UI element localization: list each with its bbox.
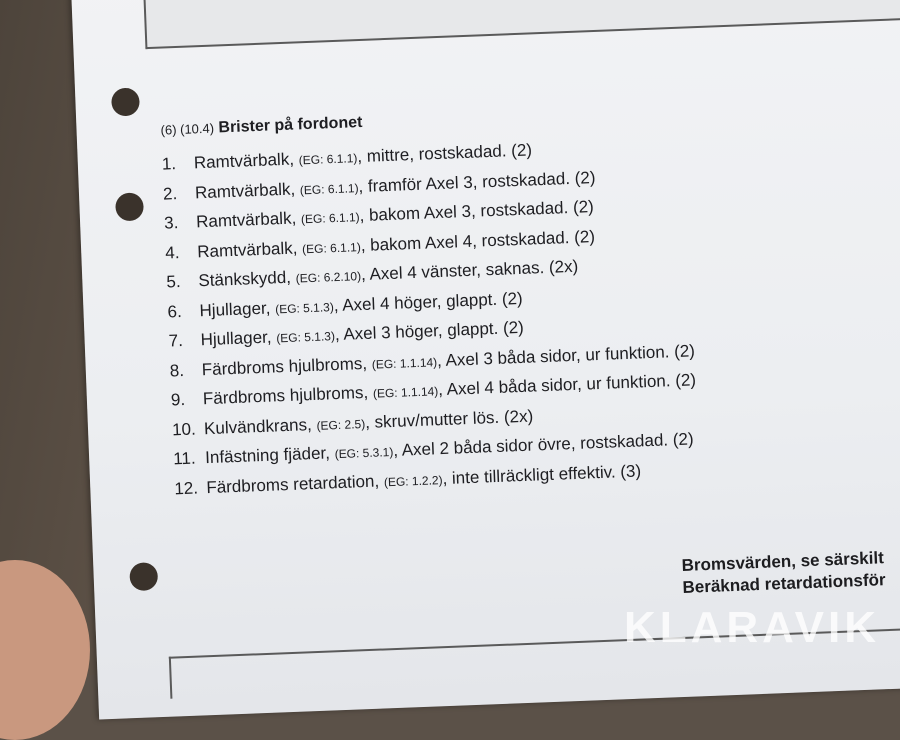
defect-number: 7. — [168, 330, 184, 351]
defect-number: 5. — [166, 271, 181, 292]
defect-part: Ramtvärbalk, — [194, 179, 296, 202]
defect-description: , bakom Axel 4, rostskadad. (2) — [360, 226, 596, 255]
defect-part: Stänkskydd, — [198, 267, 292, 291]
defect-description: , bakom Axel 3, rostskadad. (2) — [359, 197, 595, 226]
defect-number: 9. — [170, 389, 186, 410]
defect-part: Kulvändkrans, — [203, 414, 313, 438]
brake-values-line: Bromsvärden, se särskilt — [681, 548, 885, 575]
defects-section — [160, 97, 814, 503]
defect-description: , mittre, rostskadad. (2) — [356, 140, 533, 167]
defect-part: Hjullager, — [200, 327, 272, 350]
defect-description: , Axel 4 höger, glappt. (2) — [333, 288, 523, 315]
defect-number: 6. — [167, 301, 183, 322]
klaravik-watermark: KLARAVIK — [623, 603, 880, 652]
defect-number: 2. — [162, 183, 178, 204]
defect-code: (EG: 2.5) — [316, 416, 366, 433]
previous-inspection-box — [142, 0, 900, 49]
defect-code: (EG: 6.2.10) — [295, 269, 362, 286]
defect-code: (EG: 5.1.3) — [276, 329, 336, 346]
defect-number: 10. — [171, 419, 197, 439]
defect-number: 4. — [164, 242, 180, 263]
defect-code: (EG: 6.1.1) — [300, 210, 360, 227]
defect-code: (EG: 1.2.2) — [383, 472, 443, 489]
punch-hole-bottom — [129, 562, 158, 591]
defect-code: (EG: 5.3.1) — [334, 444, 394, 462]
defect-description: , Axel 3 båda sidor, ur funktion. (2) — [436, 340, 696, 370]
punch-hole-middle — [115, 192, 144, 221]
defect-description: , framför Axel 3, rostskadad. (2) — [358, 167, 596, 196]
defect-description: , Axel 4 vänster, saknas. (2x) — [360, 256, 579, 285]
section-title: Brister på fordonet — [218, 113, 363, 137]
defect-list — [161, 125, 814, 503]
defect-description: , inte tillräckligt effektiv. (3) — [442, 460, 642, 488]
defect-number: 11. — [172, 448, 196, 469]
defect-code: (EG: 5.1.3) — [274, 299, 335, 316]
defect-description: , Axel 2 båda sidor övre, rostskadad. (2) — [392, 429, 694, 460]
defect-code: (EG: 1.1.14) — [371, 354, 438, 372]
defect-description: , Axel 3 höger, glappt. (2) — [334, 317, 525, 345]
defect-part: Färdbroms retardation, — [205, 471, 380, 497]
brake-values-note — [681, 547, 886, 599]
defect-number: 3. — [163, 213, 179, 233]
defect-code: (EG: 1.1.14) — [372, 384, 439, 401]
defect-code: (EG: 6.1.1) — [299, 180, 359, 197]
defect-number: 1. — [161, 154, 177, 174]
defect-part: Infästning fjäder, — [204, 443, 331, 468]
defect-description: , skruv/mutter lös. (2x) — [364, 406, 534, 432]
section-ref: (6) (10.4) — [160, 120, 215, 138]
defect-code: (EG: 6.1.1) — [298, 151, 358, 168]
defect-part: Färdbroms hjulbroms, — [202, 382, 369, 409]
defect-number: 8. — [169, 360, 185, 380]
defect-part: Ramtvärbalk, — [193, 149, 295, 173]
defect-description: , Axel 4 båda sidor, ur funktion. (2) — [437, 370, 697, 400]
defect-part: Ramtvärbalk, — [195, 208, 297, 232]
defect-number: 12. — [173, 477, 199, 498]
defect-part: Hjullager, — [199, 298, 271, 320]
defect-part: Färdbroms hjulbroms, — [201, 353, 368, 379]
defect-part: Ramtvärbalk, — [196, 237, 298, 261]
retardation-line: Beräknad retardationsför — [682, 570, 886, 597]
defect-code: (EG: 6.1.1) — [301, 239, 362, 256]
punch-hole-top — [111, 87, 140, 116]
